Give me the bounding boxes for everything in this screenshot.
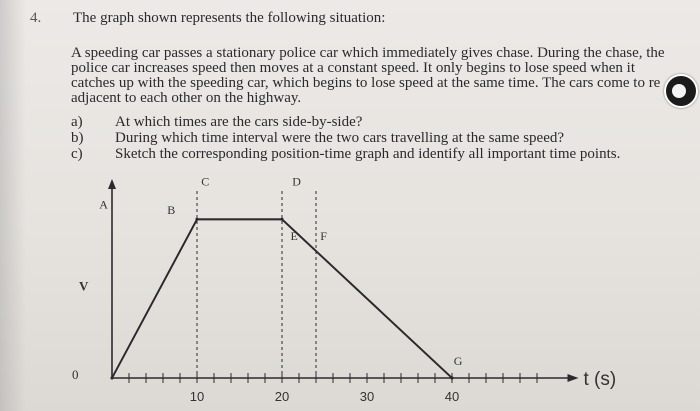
part-text: Sketch the corresponding position-time graph and identify all important time points.	[115, 146, 621, 162]
part-label: b)	[71, 130, 84, 146]
series-point	[111, 377, 114, 380]
point-label: G	[453, 353, 463, 368]
scenario-line: A speeding car passes a stationary police car which immediately gives chase. During the chase, the	[71, 45, 665, 61]
y-axis-label: V	[79, 278, 89, 294]
question-prompt: The graph shown represents the following situation:	[73, 10, 386, 26]
question-number: 4.	[30, 10, 42, 26]
x-tick-label: 40	[444, 389, 460, 404]
scenario-line: police car increases speed then moves at a constant speed. It only begins to lose speed when it	[71, 60, 635, 76]
x-axis-label: t (s)	[583, 369, 617, 390]
series-point	[196, 218, 199, 221]
point-label: A	[99, 197, 108, 212]
chart-labels	[72, 174, 616, 404]
scenario-line: adjacent to each other on the highway.	[71, 90, 302, 106]
axes	[108, 179, 579, 383]
scenario-line: catches up with the speeding car, which begins to lose speed at the same time. The cars come to re	[71, 75, 661, 91]
point-label: B	[167, 202, 176, 217]
point-label: E	[290, 229, 298, 244]
series-point	[451, 377, 454, 380]
point-label: C	[201, 174, 210, 189]
x-tick-label: 20	[274, 389, 290, 404]
point-label: F	[320, 229, 327, 244]
x-tick-label: 30	[359, 389, 375, 404]
part-label: a)	[71, 114, 83, 130]
x-axis-arrow	[568, 374, 579, 382]
point-label: D	[292, 174, 301, 189]
part-label: c)	[71, 146, 83, 162]
x-tick-label: 10	[189, 389, 205, 404]
y-axis-arrow	[108, 179, 116, 189]
origin-label: 0	[72, 367, 79, 382]
part-text: At which times are the cars side-by-side?	[115, 114, 363, 130]
part-text: During which time interval were the two cars travelling at the same speed?	[115, 130, 565, 146]
series-point	[281, 218, 284, 221]
